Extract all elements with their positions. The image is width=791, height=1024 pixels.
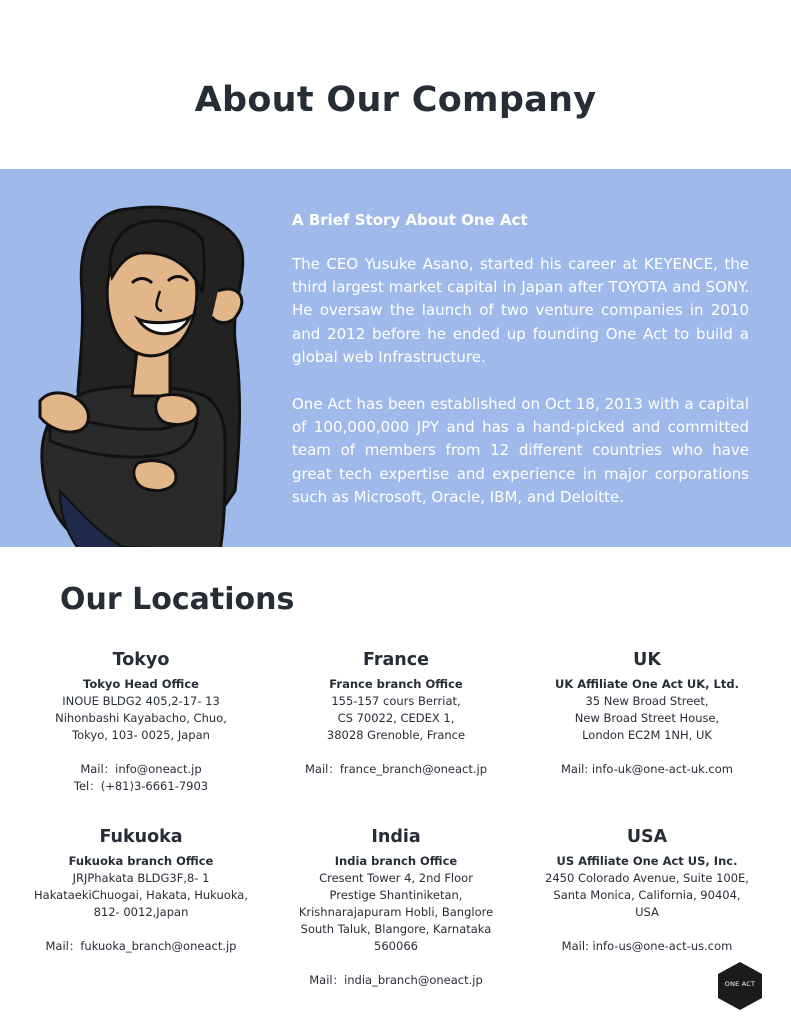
location-tel[interactable]: Tel：(+81)3-6661-7903 [73,779,209,793]
location-address-line: Nihonbashi Kayabacho, Chuo, [55,711,227,725]
location-address-line: 812- 0012,Japan [93,905,189,919]
locations-title: Our Locations [60,582,295,617]
location-office: France branch Office [329,677,463,691]
story-section [0,169,791,547]
location-tokyo [16,648,266,795]
location-address-line: INOUE BLDG2 405,2-17- 13 [62,694,220,708]
location-office: US Affiliate One Act US, Inc. [556,854,738,868]
location-city: Tokyo [112,650,170,670]
location-address-line: Tokyo, 103- 0025, Japan [72,728,210,742]
ceo-illustration [20,191,260,547]
location-address-line: 2450 Colorado Avenue, Suite 100E, [545,871,749,885]
location-address-line: New Broad Street House, [574,711,720,725]
location-city: UK [633,650,661,670]
location-city: India [371,827,421,847]
location-address-line: London EC2M 1NH, UK [582,728,712,742]
location-uk [522,648,772,778]
location-address-line: 560066 [374,939,418,953]
story-text [292,209,749,533]
location-address-line: JRJPhakata BLDG3F,8- 1 [72,871,210,885]
location-address-line: 155-157 cours Berriat, [331,694,461,708]
location-office: Tokyo Head Office [83,677,199,691]
location-address-line: HakataekiChuogai, Hakata, Hukuoka, [34,888,248,902]
location-mail[interactable]: Mail：fukuoka_branch@oneact.jp [45,939,237,953]
location-address-line: CS 70022, CEDEX 1, [337,711,455,725]
location-office: Fukuoka branch Office [68,854,214,868]
location-france [271,648,521,778]
story-heading: A Brief Story About One Act [292,211,528,229]
location-mail[interactable]: Mail: info-uk@one-act-uk.com [560,762,733,776]
location-india [271,825,521,989]
location-usa [522,825,772,955]
story-paragraph: One Act has been established on Oct 18, 2013 with a capital of 100,000,000 JPY and has a hand-picked and committed team of members from 12 different countries who have great tech expertise and experience in major corporations such as Microsoft, Oracle, IBM, and Deloitte. [292,395,749,506]
location-address-line: USA [635,905,659,919]
logo-text: ONE ACT [724,980,756,988]
location-mail[interactable]: Mail：india_branch@oneact.jp [309,973,483,987]
page-title: About Our Company [194,80,597,120]
location-office: India branch Office [334,854,458,868]
location-city: USA [626,827,668,847]
location-address-line: 35 New Broad Street, [585,694,709,708]
location-address-line: 38028 Grenoble, France [326,728,466,742]
location-address-line: Prestige Shantiniketan, [329,888,463,902]
location-address-line: South Taluk, Blangore, Karnataka [300,922,492,936]
location-office: UK Affiliate One Act UK, Ltd. [555,677,739,691]
location-city: Fukuoka [99,827,183,847]
location-address-line: Cresent Tower 4, 2nd Floor [319,871,473,885]
location-city: France [363,650,429,670]
location-mail[interactable]: Mail：info@oneact.jp [80,762,202,776]
location-fukuoka [16,825,266,955]
one-act-logo [717,961,763,1011]
location-address-line: Santa Monica, California, 90404, [553,888,741,902]
location-mail[interactable]: Mail：france_branch@oneact.jp [304,762,488,776]
location-address-line: Krishnarajapuram Hobli, Banglore [298,905,494,919]
story-paragraph: The CEO Yusuke Asano, started his career at KEYENCE, the third largest market capital in Japan after TOYOTA and SONY. He oversaw the launch of two venture companies in 2010 and 2012 before he ended up founding One Act to build a global web Infrastructure. [292,255,749,366]
location-mail[interactable]: Mail: info-us@one-act-us.com [561,939,733,953]
